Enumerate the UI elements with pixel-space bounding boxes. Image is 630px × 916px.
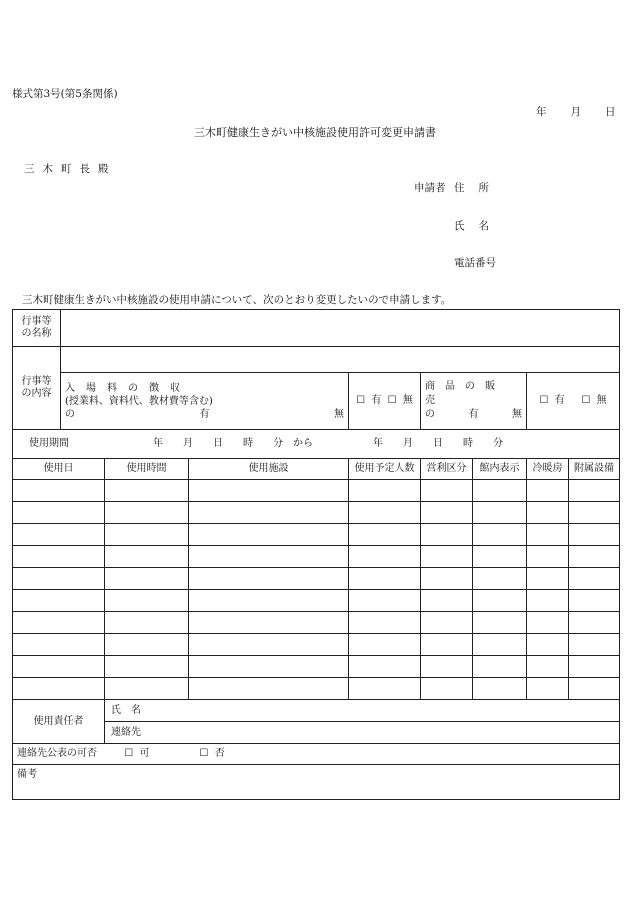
usage-date-cell[interactable] [13,524,105,546]
date-month-label: 月 [570,106,581,118]
air-conditioning-cell[interactable] [527,480,569,502]
usage-date-cell[interactable] [13,502,105,524]
sales-no-checkbox[interactable] [581,395,606,407]
period-start-day: 日 [213,438,223,449]
usage-time-cell[interactable] [105,634,189,656]
applicant-label: 申請者 [414,182,446,194]
building-display-cell[interactable] [473,480,527,502]
responsible-label: 使用責任者 [13,700,105,744]
col-profit-category: 営利区分 [421,459,473,480]
facility-cell[interactable] [189,656,349,678]
usage-time-cell[interactable] [105,612,189,634]
period-start-year: 年 [153,438,163,449]
air-conditioning-cell[interactable] [527,634,569,656]
fee-yes-checkbox[interactable] [356,395,381,407]
equipment-cell[interactable] [569,524,620,546]
event-content-label-cell [13,347,61,430]
addressee: 三木町長殿 [24,163,117,175]
period-label: 使用期間 [29,438,69,449]
fee-label-cell [61,373,349,430]
facility-cell[interactable] [189,502,349,524]
usage-table-row [13,502,620,524]
building-display-cell[interactable] [473,612,527,634]
checkbox-icon: ☐ [581,395,591,406]
applicant-name-label: 氏名 [454,220,503,232]
col-usage-time: 使用時間 [105,459,189,480]
period-end-month: 月 [403,438,413,449]
usage-date-cell[interactable] [13,656,105,678]
address-label: 住所 [454,182,503,194]
fee-label-2: (授業料、資料代、教材費等含む) [65,395,213,407]
sales-choice-cell [527,373,620,430]
usage-time-cell[interactable] [105,656,189,678]
event-name-label-cell [13,310,61,347]
building-display-cell[interactable] [473,546,527,568]
checkbox-icon: ☐ [539,395,549,406]
event-content-label-1: 行事等 [21,376,52,387]
facility-cell[interactable] [189,546,349,568]
event-name-row [13,310,620,347]
usage-table-row [13,678,620,700]
disclosure-no-checkbox[interactable] [199,748,224,759]
fee-label-3b: 有 [199,408,210,420]
fee-sales-row [13,373,620,430]
expected-people-cell[interactable] [349,524,421,546]
building-display-cell[interactable] [473,678,527,700]
remarks-input[interactable] [13,765,620,800]
profit-category-cell[interactable] [421,502,473,524]
sales-label-cell [421,373,527,430]
equipment-cell[interactable] [569,612,620,634]
period-end-day: 日 [433,438,443,449]
usage-date-cell[interactable] [13,480,105,502]
fee-no-checkbox[interactable] [388,395,413,407]
period-start-month: 月 [183,438,193,449]
date-day-label: 日 [605,106,616,118]
expected-people-cell[interactable] [349,656,421,678]
profit-category-cell[interactable] [421,612,473,634]
air-conditioning-cell[interactable] [527,678,569,700]
period-start-hour: 時 [243,438,253,449]
usage-time-cell[interactable] [105,502,189,524]
facility-cell[interactable] [189,634,349,656]
facility-cell[interactable] [189,612,349,634]
date-line [536,104,616,119]
responsible-contact-label: 連絡先 [111,726,141,738]
usage-table-row [13,480,620,502]
profit-category-cell[interactable] [421,546,473,568]
building-display-cell[interactable] [473,590,527,612]
usage-table-row [13,634,620,656]
building-display-cell[interactable] [473,524,527,546]
fee-label-3a: の [65,408,75,420]
period-row [13,430,620,459]
fee-choice-cell [349,373,421,430]
usage-time-cell[interactable] [105,568,189,590]
equipment-cell[interactable] [569,480,620,502]
responsible-name-label: 氏 名 [111,704,141,716]
equipment-cell[interactable] [569,546,620,568]
expected-people-cell[interactable] [349,590,421,612]
air-conditioning-cell[interactable] [527,590,569,612]
date-year-label: 年 [536,106,547,118]
disclosure-row [13,744,620,765]
equipment-cell[interactable] [569,656,620,678]
disclosure-yes-checkbox[interactable] [124,748,196,760]
checkbox-icon: ☐ [124,748,134,759]
fee-label-3 [65,408,344,421]
usage-date-cell[interactable] [13,634,105,656]
building-display-cell[interactable] [473,634,527,656]
air-conditioning-cell[interactable] [527,546,569,568]
usage-time-cell[interactable] [105,590,189,612]
usage-time-cell[interactable] [105,678,189,700]
sales-label-2b: 有 [468,409,479,420]
usage-time-cell[interactable] [105,546,189,568]
responsible-contact-row [13,722,620,744]
air-conditioning-cell[interactable] [527,656,569,678]
application-form-table [12,309,620,800]
equipment-cell[interactable] [569,502,620,524]
period-start-minute: 分 [273,438,283,449]
equipment-cell[interactable] [569,634,620,656]
event-content-label-2: の内容 [21,388,52,399]
checkbox-icon: ☐ [387,395,397,406]
facility-cell[interactable] [189,590,349,612]
sales-yes-checkbox[interactable] [539,395,564,407]
col-usage-date: 使用日 [13,459,105,480]
expected-people-cell[interactable] [349,612,421,634]
usage-table-row [13,546,620,568]
building-display-cell[interactable] [473,568,527,590]
usage-time-cell[interactable] [105,524,189,546]
usage-table-row [13,568,620,590]
usage-table-row [13,656,620,678]
disclosure-yes-label: 可 [139,748,150,759]
usage-date-cell[interactable] [13,546,105,568]
profit-category-cell[interactable] [421,480,473,502]
building-display-cell[interactable] [473,656,527,678]
usage-header-row [13,459,620,480]
responsible-contact-input[interactable] [105,722,620,744]
facility-cell[interactable] [189,524,349,546]
fee-label-1: 入場料の徴収 [65,382,191,394]
fee-yes-label: 有 [371,395,382,406]
building-display-cell[interactable] [473,502,527,524]
profit-category-cell[interactable] [421,568,473,590]
usage-date-cell[interactable] [13,678,105,700]
facility-cell[interactable] [189,480,349,502]
equipment-cell[interactable] [569,568,620,590]
sales-yes-label: 有 [554,395,565,406]
intro-text: 三木町健康生きがい中核施設の使用申請について、次のとおり変更したいので申請します。 [22,294,452,306]
usage-rows [13,480,620,700]
col-facility: 使用施設 [189,459,349,480]
expected-people-cell[interactable] [349,678,421,700]
usage-date-cell[interactable] [13,568,105,590]
period-end-year: 年 [373,438,383,449]
usage-period-cell[interactable] [13,430,620,459]
expected-people-cell[interactable] [349,480,421,502]
phone-label: 電話番号 [454,257,496,269]
period-from: から [293,438,313,449]
air-conditioning-cell[interactable] [527,568,569,590]
form-number: 様式第3号(第5条関係) [12,88,118,100]
document-title: 三木町健康生きがい中核施設使用許可変更申請書 [194,126,436,139]
profit-category-cell[interactable] [421,678,473,700]
disclosure-cell [13,744,620,765]
disclosure-no-label: 否 [214,748,225,759]
fee-no-label: 無 [402,395,413,406]
expected-people-cell[interactable] [349,634,421,656]
col-equipment: 附属設備 [569,459,620,480]
col-air-conditioning: 冷暖房 [527,459,569,480]
event-name-input[interactable] [61,310,620,347]
sales-label-2c: 無 [512,409,522,420]
fee-label-3c: 無 [334,408,344,420]
equipment-cell[interactable] [569,678,620,700]
remarks-row [13,765,620,800]
event-content-input[interactable] [61,347,620,373]
air-conditioning-cell[interactable] [527,524,569,546]
usage-time-cell[interactable] [105,480,189,502]
usage-date-cell[interactable] [13,590,105,612]
facility-cell[interactable] [189,568,349,590]
remarks-label: 備考 [17,769,37,780]
period-end-minute: 分 [493,438,503,449]
profit-category-cell[interactable] [421,590,473,612]
responsible-name-row [13,700,620,722]
disclosure-label: 連絡先公表の可否 [17,748,97,759]
col-building-display: 館内表示 [473,459,527,480]
sales-label-2a: の [425,409,435,420]
equipment-cell[interactable] [569,590,620,612]
checkbox-icon: ☐ [356,395,366,406]
facility-cell[interactable] [189,678,349,700]
air-conditioning-cell[interactable] [527,612,569,634]
event-name-label-2: の名称 [21,328,52,339]
usage-date-cell[interactable] [13,612,105,634]
sales-label-2 [425,408,522,422]
period-end-hour: 時 [463,438,473,449]
expected-people-cell[interactable] [349,502,421,524]
profit-category-cell[interactable] [421,634,473,656]
checkbox-icon: ☐ [199,748,209,759]
sales-label-1: 商品の販売 [425,381,505,406]
expected-people-cell[interactable] [349,546,421,568]
profit-category-cell[interactable] [421,524,473,546]
event-content-row [13,347,620,373]
usage-table-row [13,590,620,612]
profit-category-cell[interactable] [421,656,473,678]
usage-table-row [13,524,620,546]
air-conditioning-cell[interactable] [527,502,569,524]
usage-table-row [13,612,620,634]
event-name-label-1: 行事等 [21,316,52,327]
sales-no-label: 無 [596,395,607,406]
responsible-name-input[interactable] [105,700,620,722]
col-expected-people: 使用予定人数 [349,459,421,480]
expected-people-cell[interactable] [349,568,421,590]
